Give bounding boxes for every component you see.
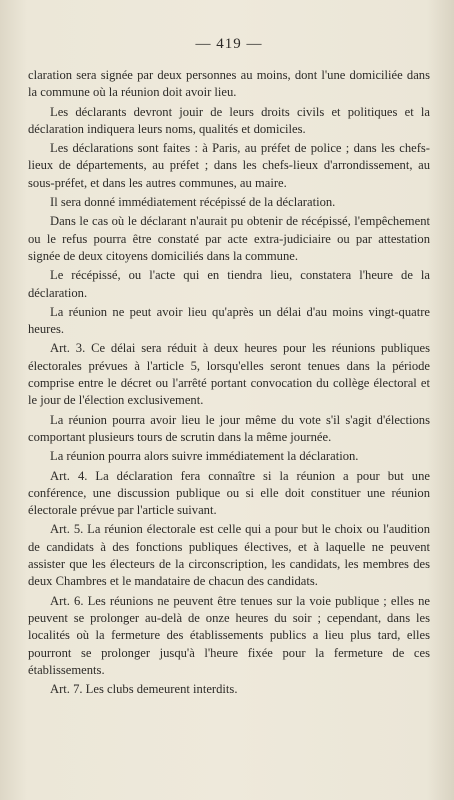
paragraph: Les déclarants devront jouir de leurs droits civils et politiques et la déclaration indiquera leurs noms, qualités et domiciles. (28, 104, 430, 136)
paragraph: Le récépissé, ou l'acte qui en tiendra lieu, constatera l'heure de la déclaration. (28, 268, 430, 300)
article-paragraph: Art. 3. Ce délai sera réduit à deux heures pour les réunions publiques électorales prévues à l'article 5, lorsqu'elles seront tenues dans la période comprise entre le décret ou l'arrêté portant convocation du collège électoral et le jour de l'élection exclusivement. (28, 341, 430, 408)
paragraph: Il sera donné immédiatement récépissé de la déclaration. (50, 195, 336, 210)
paragraph: Dans le cas où le déclarant n'aurait pu obtenir de récépissé, l'empêchement ou le refus pourra être constaté par acte extra-judiciaire ou par attestation signée de deux citoyens domiciliés dans la commune. (28, 214, 430, 263)
paragraph: La réunion ne peut avoir lieu qu'après un délai d'au moins vingt-quatre heures. (28, 304, 430, 337)
paragraph: La réunion pourra avoir lieu le jour même du vote s'il s'agit d'élections comportant plusieurs tours de scrutin dans la même journée. (28, 412, 430, 444)
paragraph: Les déclarations sont faites : à Paris, au préfet de police ; dans les chefs-lieux de départements, au préfet ; dans les chefs-lieux d'arrondissement, au sous-préfet, et dans les autres communes, au maire. (28, 141, 430, 190)
article-paragraph: Art. 4. La déclaration fera connaître si la réunion a pour but une conférence, une discussion publique ou si elle doit constituer une réunion électorale prévue par l'article suivant. (28, 468, 430, 518)
paragraph: La réunion pourra alors suivre immédiatement la déclaration. (50, 449, 359, 464)
article-paragraph: Art. 6. Les réunions ne peuvent être tenues sur la voie publique ; elles ne peuvent se prolonger au-delà de onze heures du soir ; cependant, dans les localités où la fermeture des établissements publics a lieu plus tard, elles pourront se prolonger jusqu'à l'heure fixée pour la fermeture de ces établissements. (28, 593, 430, 677)
body-text (28, 67, 430, 698)
page-number: — 419 — (195, 36, 263, 52)
paragraph: claration sera signée par deux personnes au moins, dont l'une domiciliée dans la commune où la réunion doit avoir lieu. (28, 68, 430, 100)
article-paragraph: Art. 5. La réunion électorale est celle qui a pour but le choix ou l'audition de candidats à des fonctions publiques électives, et à laquelle ne peuvent assister que les électeurs de la circonscription, les candidats, les membres des deux Chambres et le mandataire de chacun des candidats. (28, 522, 430, 589)
article-paragraph: Art. 7. Les clubs demeurent interdits. (50, 682, 238, 697)
